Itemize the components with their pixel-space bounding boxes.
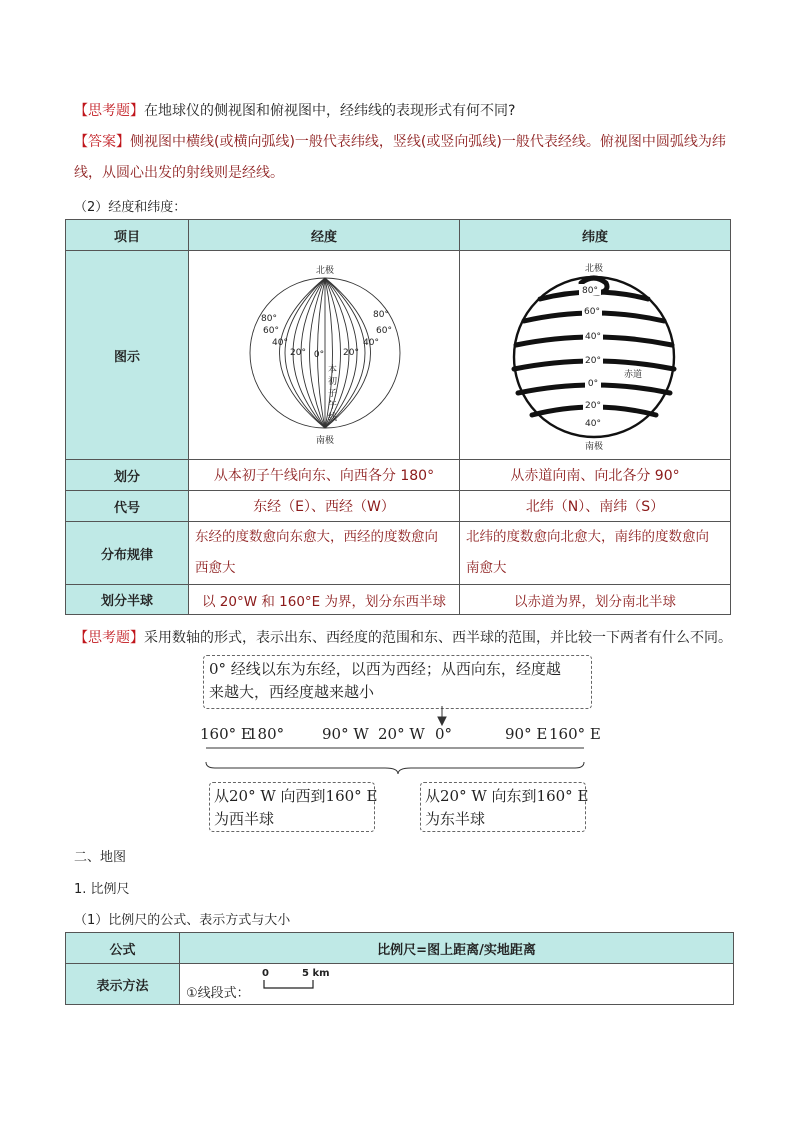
row-figure-label: 图示 (66, 251, 189, 460)
lat-label-s20: 20° (585, 401, 601, 411)
question-1 (74, 100, 515, 120)
lat-label-n20: 20° (585, 356, 601, 366)
header-latitude: 纬度 (460, 220, 731, 251)
question-2 (74, 627, 732, 647)
tick-0: 0° (435, 725, 453, 743)
axis-note-line1: 0° 经线以东为东经，以西为西经；从西向东，经度越 (209, 660, 561, 678)
question-2-text: 采用数轴的形式，表示出东、西经度的范围和东、西半球的范围，并比较一下两者有什么不同。 (144, 630, 732, 646)
east-hemisphere-line2: 为东半球 (425, 810, 486, 828)
lon-pattern (189, 522, 460, 585)
lat-pattern-line2: 南愈大 (466, 560, 507, 576)
tick-20w: 20° W (378, 725, 425, 743)
section-scale-title: 1. 比例尺 (74, 882, 130, 897)
question-text: 在地球仪的侧视图和俯视图中，经纬线的表现形式有何不同? (144, 103, 516, 119)
lat-label-n40: 40° (585, 332, 601, 342)
lat-south-pole-label: 南极 (584, 442, 604, 452)
lat-label-n80: 80° (582, 286, 598, 296)
latitude-globe-figure (460, 251, 730, 459)
answer-1-line1 (74, 131, 726, 151)
row-pattern-label: 分布规律 (66, 522, 189, 585)
south-pole-label: 南极 (315, 436, 335, 446)
axis-note-box (203, 655, 592, 709)
scale-bar-5km: 5 km (302, 968, 330, 979)
north-pole-label: 北极 (315, 266, 335, 276)
lat-pattern-line1: 北纬的度数愈向北愈大，南纬的度数愈向 (466, 529, 709, 545)
representation-label: 表示方法 (66, 964, 180, 1005)
lon-label-w40: 40° (272, 338, 288, 348)
east-hemisphere-box (420, 782, 589, 832)
header-item: 项目 (66, 220, 189, 251)
row-division-label: 划分 (66, 460, 189, 491)
row-hemisphere-label: 划分半球 (66, 585, 189, 615)
lon-label-e40: 40° (363, 338, 379, 348)
lat-hemisphere: 以赤道为界，划分南北半球 (460, 585, 731, 615)
lat-code: 北纬（N）、南纬（S） (460, 491, 731, 522)
formula-value: 比例尺=图上距离/实地距离 (180, 933, 734, 964)
tick-160e-right: 160° E (549, 725, 601, 743)
longitude-globe-figure (189, 251, 459, 459)
section-map-title: 二、地图 (74, 850, 127, 865)
section-lon-lat: （2）经度和纬度： (74, 200, 187, 215)
prime-meridian-char-1: 本 (328, 365, 338, 375)
west-hemisphere-line2: 为西半球 (214, 810, 275, 828)
scale-bar-zero: 0 (262, 968, 269, 979)
lon-label-e80: 80° (373, 310, 389, 320)
scale-bar (263, 978, 315, 990)
section-scale-subtitle: （1）比例尺的公式、表示方式与大小 (74, 913, 291, 928)
equator-label: 赤道 (623, 370, 643, 380)
tick-90w: 90° W (322, 725, 369, 743)
prime-meridian-char-4: 午 (328, 401, 338, 411)
line-segment-label: ①线段式： (186, 986, 250, 1001)
east-hemisphere-line1: 从20° W 向东到160° E (425, 787, 589, 805)
prime-meridian-char-2: 初 (328, 377, 338, 387)
lon-lat-table (65, 219, 731, 615)
lat-north-pole-label: 北极 (584, 264, 604, 274)
latitude-figure-cell (460, 251, 731, 460)
header-longitude: 经度 (189, 220, 460, 251)
lon-label-w60: 60° (263, 326, 279, 336)
lon-pattern-line1: 东经的度数愈向东愈大，西经的度数愈向 (195, 529, 438, 545)
lon-label-w80: 80° (261, 314, 277, 324)
longitude-number-axis (195, 706, 595, 786)
lat-label-zero: 0° (587, 379, 599, 389)
scale-table (65, 932, 734, 1005)
lon-division: 从本初子午线向东、向西各分 180° (189, 460, 460, 491)
answer-tag: 【答案】 (74, 134, 130, 150)
lon-label-w20: 20° (290, 348, 306, 358)
lat-label-n60: 60° (584, 307, 600, 317)
formula-label: 公式 (66, 933, 180, 964)
longitude-figure-cell (189, 251, 460, 460)
lon-code: 东经（E）、西经（W） (189, 491, 460, 522)
lat-pattern (460, 522, 731, 585)
lat-label-s40: 40° (585, 419, 601, 429)
axis-note-line2: 来越大，西经度越来越小 (209, 683, 375, 701)
lon-label-e20: 20° (343, 348, 359, 358)
lat-division: 从赤道向南、向北各分 90° (460, 460, 731, 491)
tick-180: 180° (248, 725, 285, 743)
prime-meridian-char-3: 子 (328, 389, 338, 399)
prime-meridian-char-5: 线 (328, 413, 338, 423)
west-hemisphere-box (209, 782, 378, 832)
representation-cell (180, 964, 734, 1005)
answer-1-line2: 线，从圆心出发的射线则是经线。 (74, 165, 284, 181)
answer-text-1: 侧视图中横线(或横向弧线)一般代表纬线，竖线(或竖向弧线)一般代表经线。俯视图中圆弧线为纬 (130, 134, 726, 150)
question-2-tag: 【思考题】 (74, 630, 144, 646)
tick-90e: 90° E (505, 725, 548, 743)
lon-pattern-line2: 西愈大 (195, 560, 236, 576)
row-code-label: 代号 (66, 491, 189, 522)
lon-zero-label: 0° (313, 350, 325, 360)
question-tag: 【思考题】 (74, 103, 144, 119)
lon-label-e60: 60° (376, 326, 392, 336)
lon-hemisphere: 以 20°W 和 160°E 为界，划分东西半球 (189, 585, 460, 615)
tick-160e-left: 160° E (200, 725, 252, 743)
west-hemisphere-line1: 从20° W 向西到160° E (214, 787, 378, 805)
